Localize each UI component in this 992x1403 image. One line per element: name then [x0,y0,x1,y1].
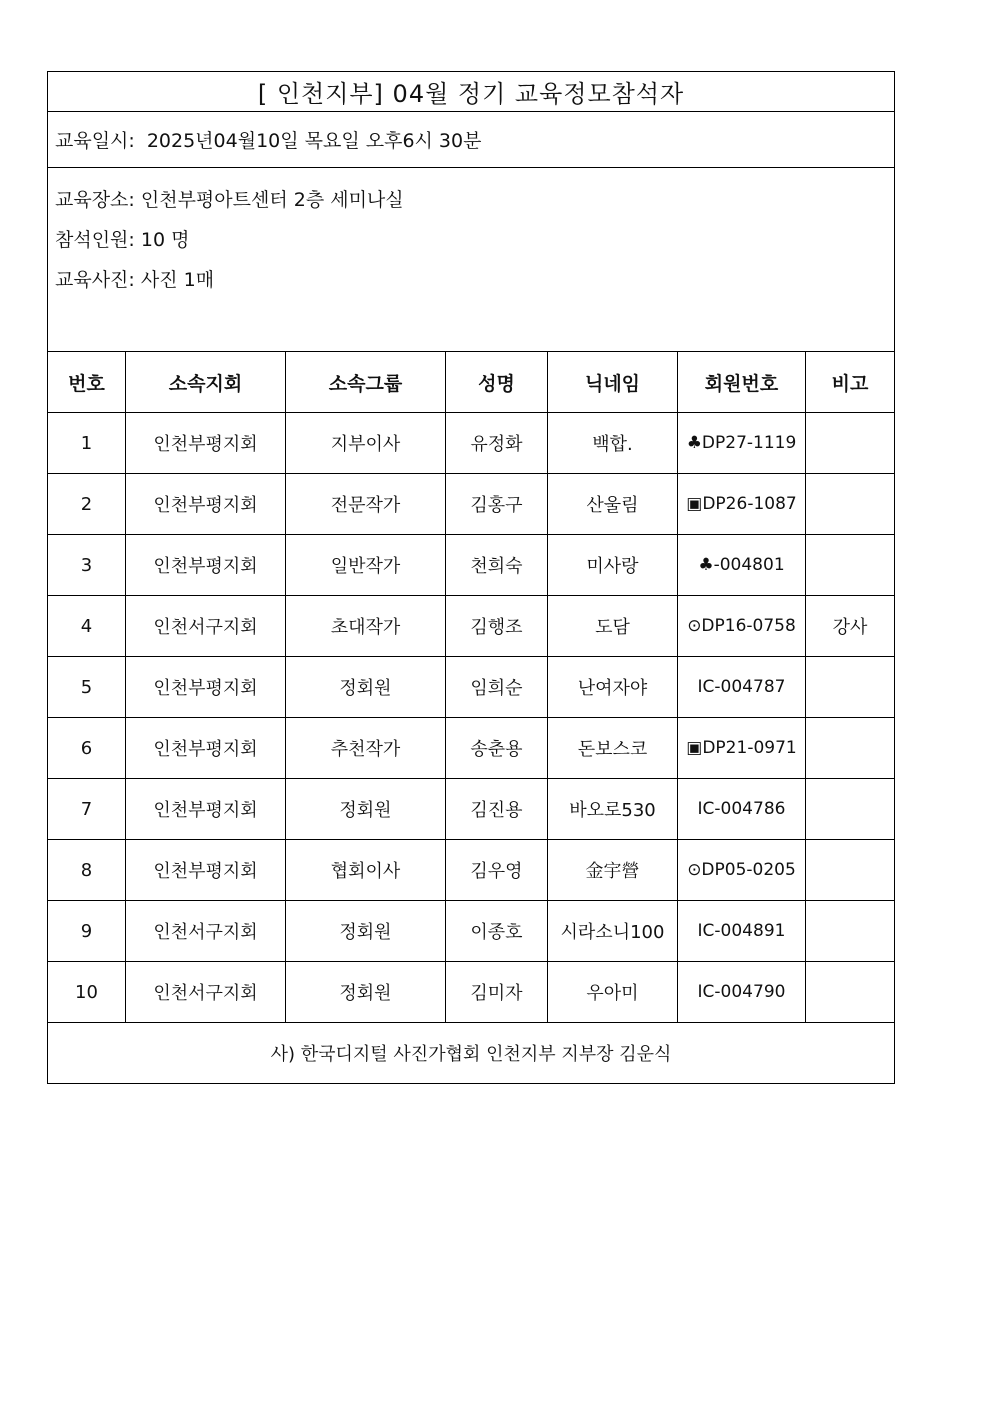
cell-name: 김행조 [446,596,548,657]
cell-number: 10 [48,962,126,1023]
header-name: 성명 [446,352,548,413]
cell-member-number: ♣-004801 [678,535,806,596]
cell-member-number: IC-004790 [678,962,806,1023]
cell-group: 정회원 [286,901,446,962]
cell-name: 김우영 [446,840,548,901]
cell-number: 7 [48,779,126,840]
cell-number: 5 [48,657,126,718]
cell-note [806,474,895,535]
table-row [48,535,895,596]
cell-note [806,840,895,901]
schedule-value: 2025년04월10일 목요일 오후6시 30분 [146,130,482,152]
cell-note [806,779,895,840]
cell-name: 김미자 [446,962,548,1023]
cell-group: 정회원 [286,779,446,840]
header-branch: 소속지회 [126,352,286,413]
cell-nickname: 미사랑 [548,535,678,596]
photos-line: 교육사진: 사진 1매 [55,269,215,291]
cell-nickname: 시라소니100 [548,901,678,962]
cell-number: 1 [48,413,126,474]
cell-branch: 인천서구지회 [126,901,286,962]
table-row [48,657,895,718]
cell-note [806,901,895,962]
cell-nickname: 난여자야 [548,657,678,718]
cell-name: 김홍구 [446,474,548,535]
cell-name: 송춘용 [446,718,548,779]
table-row [48,901,895,962]
header-group: 소속그룹 [286,352,446,413]
cell-branch: 인천서구지회 [126,962,286,1023]
cell-member-number: IC-004891 [678,901,806,962]
cell-name: 김진용 [446,779,548,840]
schedule-label: 교육일시: [55,130,135,152]
cell-branch: 인천부평지회 [126,413,286,474]
cell-number: 8 [48,840,126,901]
table-header-row [48,352,895,413]
header-member-number: 회원번호 [678,352,806,413]
cell-branch: 인천부평지회 [126,657,286,718]
cell-branch: 인천부평지회 [126,474,286,535]
cell-group: 협회이사 [286,840,446,901]
cell-branch: 인천부평지회 [126,779,286,840]
table-row [48,840,895,901]
cell-group: 전문작가 [286,474,446,535]
cell-note [806,962,895,1023]
cell-nickname: 바오로530 [548,779,678,840]
cell-branch: 인천부평지회 [126,840,286,901]
table-row [48,962,895,1023]
cell-name: 천희숙 [446,535,548,596]
cell-group: 지부이사 [286,413,446,474]
header-nickname: 닉네임 [548,352,678,413]
cell-member-number: ⊙DP16-0758 [678,596,806,657]
cell-group: 정회원 [286,657,446,718]
cell-member-number: IC-004787 [678,657,806,718]
header-number: 번호 [48,352,126,413]
cell-nickname: 우아미 [548,962,678,1023]
cell-branch: 인천부평지회 [126,535,286,596]
cell-name: 이종호 [446,901,548,962]
cell-note [806,535,895,596]
table-row [48,596,895,657]
table-row [48,779,895,840]
cell-name: 임희순 [446,657,548,718]
info-block [48,168,895,352]
cell-note [806,413,895,474]
cell-nickname: 金宇營 [548,840,678,901]
cell-number: 2 [48,474,126,535]
location-line: 교육장소: 인천부평아트센터 2층 세미나실 [55,189,404,211]
table-row [48,474,895,535]
schedule-row [48,112,895,168]
cell-group: 초대작가 [286,596,446,657]
cell-number: 3 [48,535,126,596]
cell-nickname: 도담 [548,596,678,657]
cell-member-number: ▣DP21-0971 [678,718,806,779]
cell-note [806,718,895,779]
cell-nickname: 백합. [548,413,678,474]
header-note: 비고 [806,352,895,413]
table-row [48,718,895,779]
cell-note [806,657,895,718]
cell-group: 추천작가 [286,718,446,779]
cell-member-number: IC-004786 [678,779,806,840]
cell-number: 9 [48,901,126,962]
attendance-table [47,71,895,1084]
cell-group: 정회원 [286,962,446,1023]
cell-member-number: ⊙DP05-0205 [678,840,806,901]
cell-member-number: ▣DP26-1087 [678,474,806,535]
cell-note: 강사 [806,596,895,657]
table-row [48,413,895,474]
cell-number: 6 [48,718,126,779]
footer-signature: 사) 한국디지털 사진가협회 인천지부 지부장 김운식 [48,1023,895,1084]
cell-number: 4 [48,596,126,657]
cell-group: 일반작가 [286,535,446,596]
cell-nickname: 돈보스코 [548,718,678,779]
document-title: [ 인천지부] 04월 정기 교육정모참석자 [48,72,895,112]
attendees-line: 참석인원: 10 명 [55,229,190,251]
cell-nickname: 산울림 [548,474,678,535]
cell-branch: 인천서구지회 [126,596,286,657]
cell-name: 유정화 [446,413,548,474]
cell-member-number: ♣DP27-1119 [678,413,806,474]
cell-branch: 인천부평지회 [126,718,286,779]
